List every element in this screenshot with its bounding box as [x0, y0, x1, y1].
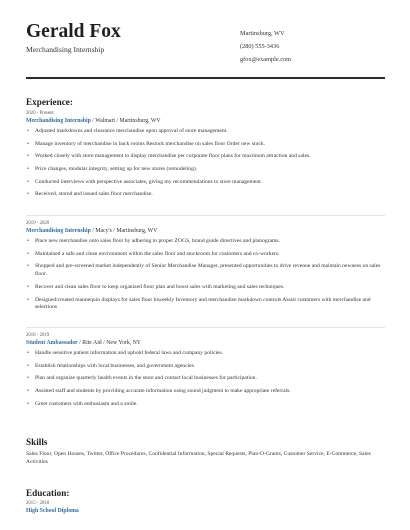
bullet-item: • Designed/created mannequin displays for sales floor biweekly Inventory and merchandise markdown controls Assist customers with merchandise and selections [26, 297, 381, 313]
job-company: / Macy's / Martinsburg, WV [90, 228, 158, 234]
job-dates: 2018 - 2019 [26, 333, 50, 338]
education-heading: Education: [26, 488, 70, 498]
bullet-item: • Assisted staff and students by providing accurate information using sound judgment to make appropriate referrals. [26, 388, 381, 396]
bullet-item: • Greet customers with enthusiasm and a smile. [26, 401, 381, 409]
education-role-line [26, 507, 381, 515]
skills-list: Sales Floor, Open Houses, Twitter, Office Procedures, Confidential Information, Special Requests, Plan-O-Grams, Customer Service, E-Commerce, Sales Activities [26, 451, 371, 465]
bullet-item: • Establish relationships with local businesses, and government agencies. [26, 363, 381, 371]
job-entry [26, 221, 381, 317]
header-divider [26, 77, 385, 79]
bullet-item: • Price changes, modular integrity, setting up for new stores (remodeling). [26, 166, 381, 174]
job-company: / Rite Aid / New York, NY [77, 340, 141, 346]
contact-location: Martinsburg, WV [240, 30, 285, 37]
job-dates: 2020 - Present [26, 111, 54, 116]
job-bullets [26, 128, 381, 199]
job-bullets [26, 238, 381, 312]
experience-heading: Experience: [26, 97, 73, 107]
education-entry [26, 501, 381, 515]
job-title: Merchandising Internship [26, 118, 91, 124]
bullet-item: • Manage inventory of merchandise in back rooms Restock merchandise on sales floor Order new stock. [26, 141, 381, 149]
skills-heading: Skills [26, 437, 48, 447]
job-role-line [26, 227, 381, 235]
candidate-title: Merchandising Internship [26, 45, 105, 54]
job-divider [26, 215, 385, 216]
bullet-item: • Adjusted markdowns and clearance merchandise upon approval of store management. [26, 128, 381, 136]
contact-phone: (280) 555-3436 [240, 43, 280, 50]
bullet-item: • Maintained a safe and clean environment within the sales floor and stockroom for customers and co-workers. [26, 251, 381, 259]
job-company: / Walmart / Martinsburg, WV [90, 118, 161, 124]
contact-email[interactable]: gfox@example.com [240, 56, 292, 63]
education-degree: High School Diploma [26, 508, 79, 514]
job-role-line [26, 339, 381, 347]
bullet-item: • Received, stored and issued sales floor merchandise. [26, 191, 381, 199]
job-entry [26, 111, 381, 204]
education-dates: 2015 - 2018 [26, 501, 50, 506]
bullet-item: • Plan and organize quarterly health events in the store and contact local businesses for participation. [26, 375, 381, 383]
job-role-line [26, 117, 381, 125]
job-dates: 2019 - 2020 [26, 221, 50, 226]
job-divider [26, 327, 385, 328]
bullet-item: • Handle sensitive patient information and uphold federal laws and company policies. [26, 350, 381, 358]
candidate-name: Gerald Fox [26, 21, 121, 42]
job-entry [26, 333, 381, 413]
job-title: Merchandising Internship [26, 228, 91, 234]
bullet-item: • Worked closely with store management to display merchandise per corporate floor plans for maximum attraction and sales. [26, 153, 381, 161]
bullet-item: • Conducted interviews with perspective associates, giving my recommendations to store management. [26, 179, 381, 187]
job-bullets [26, 350, 381, 409]
bullet-item: • Recover and clean sales floor to keep organized floor plan and boost sales with marketing and sales techniques. [26, 284, 381, 292]
bullet-item: • Shopped and pre-screened market independently of Senior Merchandise Manager, presented opportunities to drive revenue and maintain newness on sales floor. [26, 263, 381, 279]
bullet-item: • Place new merchandise onto sales floor by adhering to proper ZOGS, brand guide directives and planograms. [26, 238, 381, 246]
job-title: Student Ambassador [26, 340, 78, 346]
